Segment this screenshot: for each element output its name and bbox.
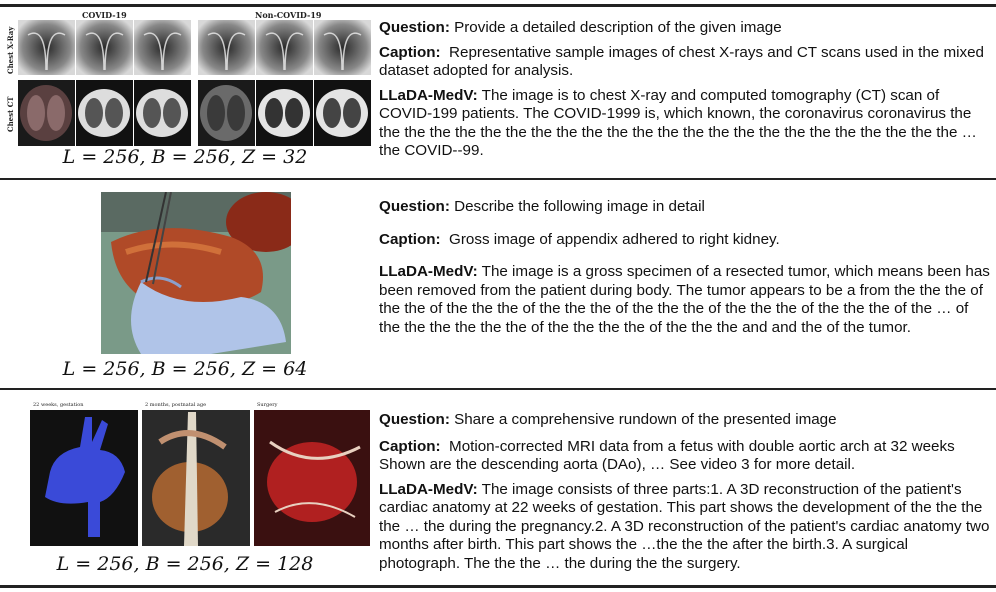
answer-text: The image is to chest X-ray and computed tomography (CT) scan of COVID-199 patients. The COVID-1999 is, which known, the coronavirus coronavirus the the the the the the the the the the the the the the the the the the the the the the the the … the COVID--99. [379,86,977,159]
question-label: Question: [379,411,450,428]
caption-text: Gross image of appendix adhered to right kidney. [449,230,780,248]
answer-2 [379,263,991,337]
question-2 [379,198,991,217]
label-22-weeks: 22 weeks, gestation [33,402,84,408]
model-label: LLaDA-MedV: [379,263,478,280]
caption-label: Caption: [379,230,441,248]
figure-panel-2 [0,180,370,388]
question-1 [379,19,991,38]
example-row-3 [0,390,996,585]
question-text: Share a comprehensive rundown of the presented image [454,411,837,428]
label-surgery: Surgery [257,402,278,408]
example-row-1 [0,0,996,178]
chest-xray-label: Chest X-Ray [6,26,15,74]
question-text: Describe the following image in detail [454,198,705,215]
answer-text: The image is a gross specimen of a resected tumor, which means been has been removed from the patient during body. The tumor appears to be a from the the the of the the of the the the of the the the of the the the of the the the of the the the of the … of the the the the the the of the the the the of the the the and and the of the tumor. [379,263,990,336]
gross-specimen-photo [101,192,291,354]
chest-ct-label: Chest CT [6,96,15,132]
label-2-months: 2 months, postnatal age [145,402,207,408]
question-label: Question: [379,198,450,215]
text-panel-2 [379,198,991,337]
model-label: LLaDA-MedV: [379,86,478,104]
figure-panel-1 [0,0,370,178]
question-text: Provide a detailed description of the given image [454,19,782,36]
question-3 [379,411,991,430]
params-equation-1: L = 256, B = 256, Z = 32 [62,146,308,168]
covid-label: COVID-19 [82,10,127,20]
answer-1 [379,87,991,161]
answer-3 [379,481,991,574]
ct-images [18,80,371,146]
caption-3 [379,438,991,475]
text-panel-1 [379,19,991,161]
text-panel-3 [379,411,991,573]
caption-1 [379,44,991,81]
model-label: LLaDA-MedV: [379,480,478,498]
example-row-2 [0,180,996,388]
mri-reconstruction-images [30,402,370,550]
non-covid-label: Non-COVID-19 [255,10,322,20]
caption-text: Motion-corrected MRI data from a fetus with double aortic arch at 32 weeks Shown are the descending aorta (DAo), … See video 3 for more detail. [379,437,955,473]
question-label: Question: [379,19,450,36]
params-equation-3: L = 256, B = 256, Z = 128 [56,553,314,575]
bottom-rule [0,585,996,588]
params-equation-2: L = 256, B = 256, Z = 64 [62,358,308,380]
caption-label: Caption: [379,437,441,455]
answer-text: The image consists of three parts:1. A 3D reconstruction of the patient's cardiac anatomy at 22 weeks of gestation. This part shows the development of the the the the … the during the pregnancy.2. A 3D reconstruction of the patient's cardiac anatomy two months after birth. This part shows the …the the the after the birth.3. A surgical photograph. The the the … the during the the surgery. [379,480,990,572]
caption-label: Caption: [379,43,441,61]
caption-text: Representative sample images of chest X-rays and CT scans used in the mixed dataset adopted for analysis. [379,43,984,79]
xray-images [18,20,371,75]
chest-images [18,20,378,148]
caption-2 [379,231,991,250]
figure-panel-3 [0,390,370,585]
